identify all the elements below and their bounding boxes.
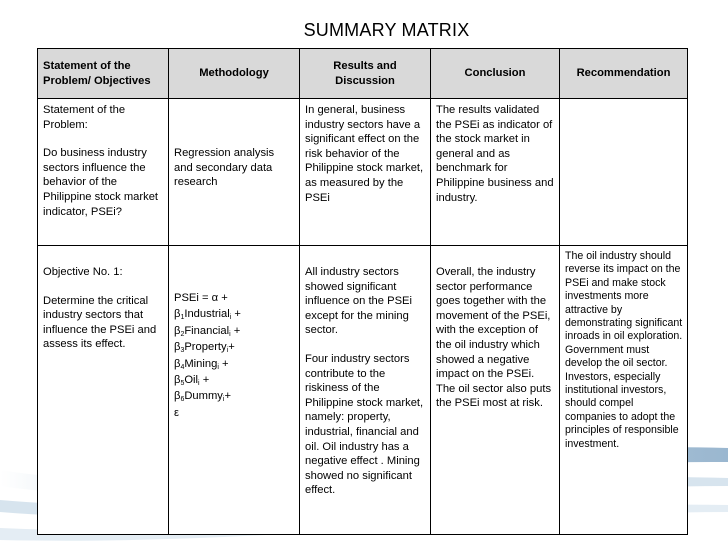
equation-variable: Mining <box>184 357 218 370</box>
results-text: In general, business industry sectors have a significant effect on the risk behavior of the Philippine stock market, as measured by the PSEi <box>305 104 424 204</box>
problem-heading: Statement of the Problem: <box>43 104 126 131</box>
equation-coefficient-index: 3 <box>180 347 185 355</box>
equation-lhs: PSEi = α + <box>174 292 228 304</box>
equation-coefficient: β <box>174 357 181 370</box>
objective-text: Determine the critical industry sectors that influence the PSEi and assess its effect. <box>43 294 157 351</box>
header-recommendation: Recommendation <box>560 49 688 99</box>
equation-term <box>174 356 295 372</box>
equation-variable-index: i <box>229 314 232 322</box>
equation-coefficient-index: 2 <box>180 330 185 338</box>
results-text-1: All industry sectors showed significant influence on the PSEi except for the mining sector. <box>305 266 412 337</box>
conclusion-text: The results validated the PSEi as indicator of the stock market in general and as benchmark for Philippine business and industry. <box>436 104 554 204</box>
regression-equation <box>174 290 295 421</box>
equation-coefficient: β <box>174 308 181 321</box>
objective-heading: Objective No. 1: <box>43 266 123 278</box>
equation-term <box>174 339 295 355</box>
equation-coefficient-index: 1 <box>180 314 185 322</box>
results-cell <box>300 99 431 246</box>
problem-text: Do business industry sectors influence the behavior of the Philippine stock market indicator, PSEi? <box>43 147 159 218</box>
equation-coefficient: β <box>174 390 181 403</box>
equation-term <box>174 388 295 404</box>
equation-coefficient: β <box>174 374 181 387</box>
equation-variable: Dummy <box>184 390 223 403</box>
conclusion-cell <box>431 99 560 246</box>
equation-variable-index: i <box>217 363 219 371</box>
equation-term <box>174 306 295 322</box>
equation-coefficient-index: 6 <box>180 396 185 404</box>
table-header-row <box>38 49 688 99</box>
recommendation-text: The oil industry should reverse its impact on the PSEi and make stock investments more attractive by demonstrating significant inroads in oil exploration. Government must develop the oil sector. Investors, especially institutional investors, should compel companies to adopt the principles of responsible investment. <box>565 250 683 450</box>
recommendation-cell <box>560 246 688 535</box>
header-results-discussion: Results and Discussion <box>300 49 431 99</box>
equation-term <box>174 323 295 339</box>
equation-operator: + <box>228 341 235 354</box>
page-title: SUMMARY MATRIX <box>303 20 470 40</box>
equation-variable: Property <box>184 341 227 354</box>
equation-operator: + <box>199 374 210 387</box>
equation-coefficient-index: 4 <box>180 363 185 371</box>
summary-matrix-table <box>37 48 688 535</box>
methodology-cell <box>169 99 300 246</box>
equation-variable-index: i <box>222 396 225 404</box>
equation-coefficient: β <box>174 324 181 337</box>
conclusion-cell <box>431 246 560 535</box>
equation-coefficient-index: 5 <box>180 380 185 388</box>
results-text-2: Four industry sectors contribute to the riskiness of the Philippine stock market, namely: property, industrial, financial and oil. Oil industry has a negative effect . Mining showed no significant effect. <box>305 352 424 497</box>
equation-variable: Industrial <box>184 308 230 321</box>
header-conclusion: Conclusion <box>431 49 560 99</box>
results-cell <box>300 246 431 535</box>
methodology-text: Regression analysis and secondary data research <box>174 147 275 189</box>
equation-cell <box>169 246 300 535</box>
equation-coefficient: β <box>174 341 181 354</box>
conclusion-text: Overall, the industry sector performance goes together with the movement of the PSEi, with the exception of the oil industry which showed a negative impact on the PSEi. The oil sector also puts the PSEi most at risk. <box>436 266 552 410</box>
equation-variable-index: i <box>229 330 231 338</box>
recommendation-cell <box>560 99 688 246</box>
equation-variable: Financial <box>184 324 230 337</box>
equation-term <box>174 372 295 388</box>
table-row <box>38 246 688 535</box>
equation-operator: + <box>218 357 229 370</box>
equation-variable-index: i <box>226 347 229 355</box>
equation-operator: + <box>230 324 241 337</box>
header-problem-objectives: Statement of the Problem/ Objectives <box>38 49 169 99</box>
objective-cell <box>38 246 169 535</box>
equation-variable-index: i <box>198 380 200 388</box>
problem-statement-cell <box>38 99 169 246</box>
header-methodology: Methodology <box>169 49 300 99</box>
equation-error-term: ε <box>174 406 179 419</box>
equation-variable: Oil <box>184 374 199 387</box>
table-row <box>38 99 688 246</box>
equation-operator: + <box>224 390 231 403</box>
equation-operator: + <box>231 308 241 321</box>
